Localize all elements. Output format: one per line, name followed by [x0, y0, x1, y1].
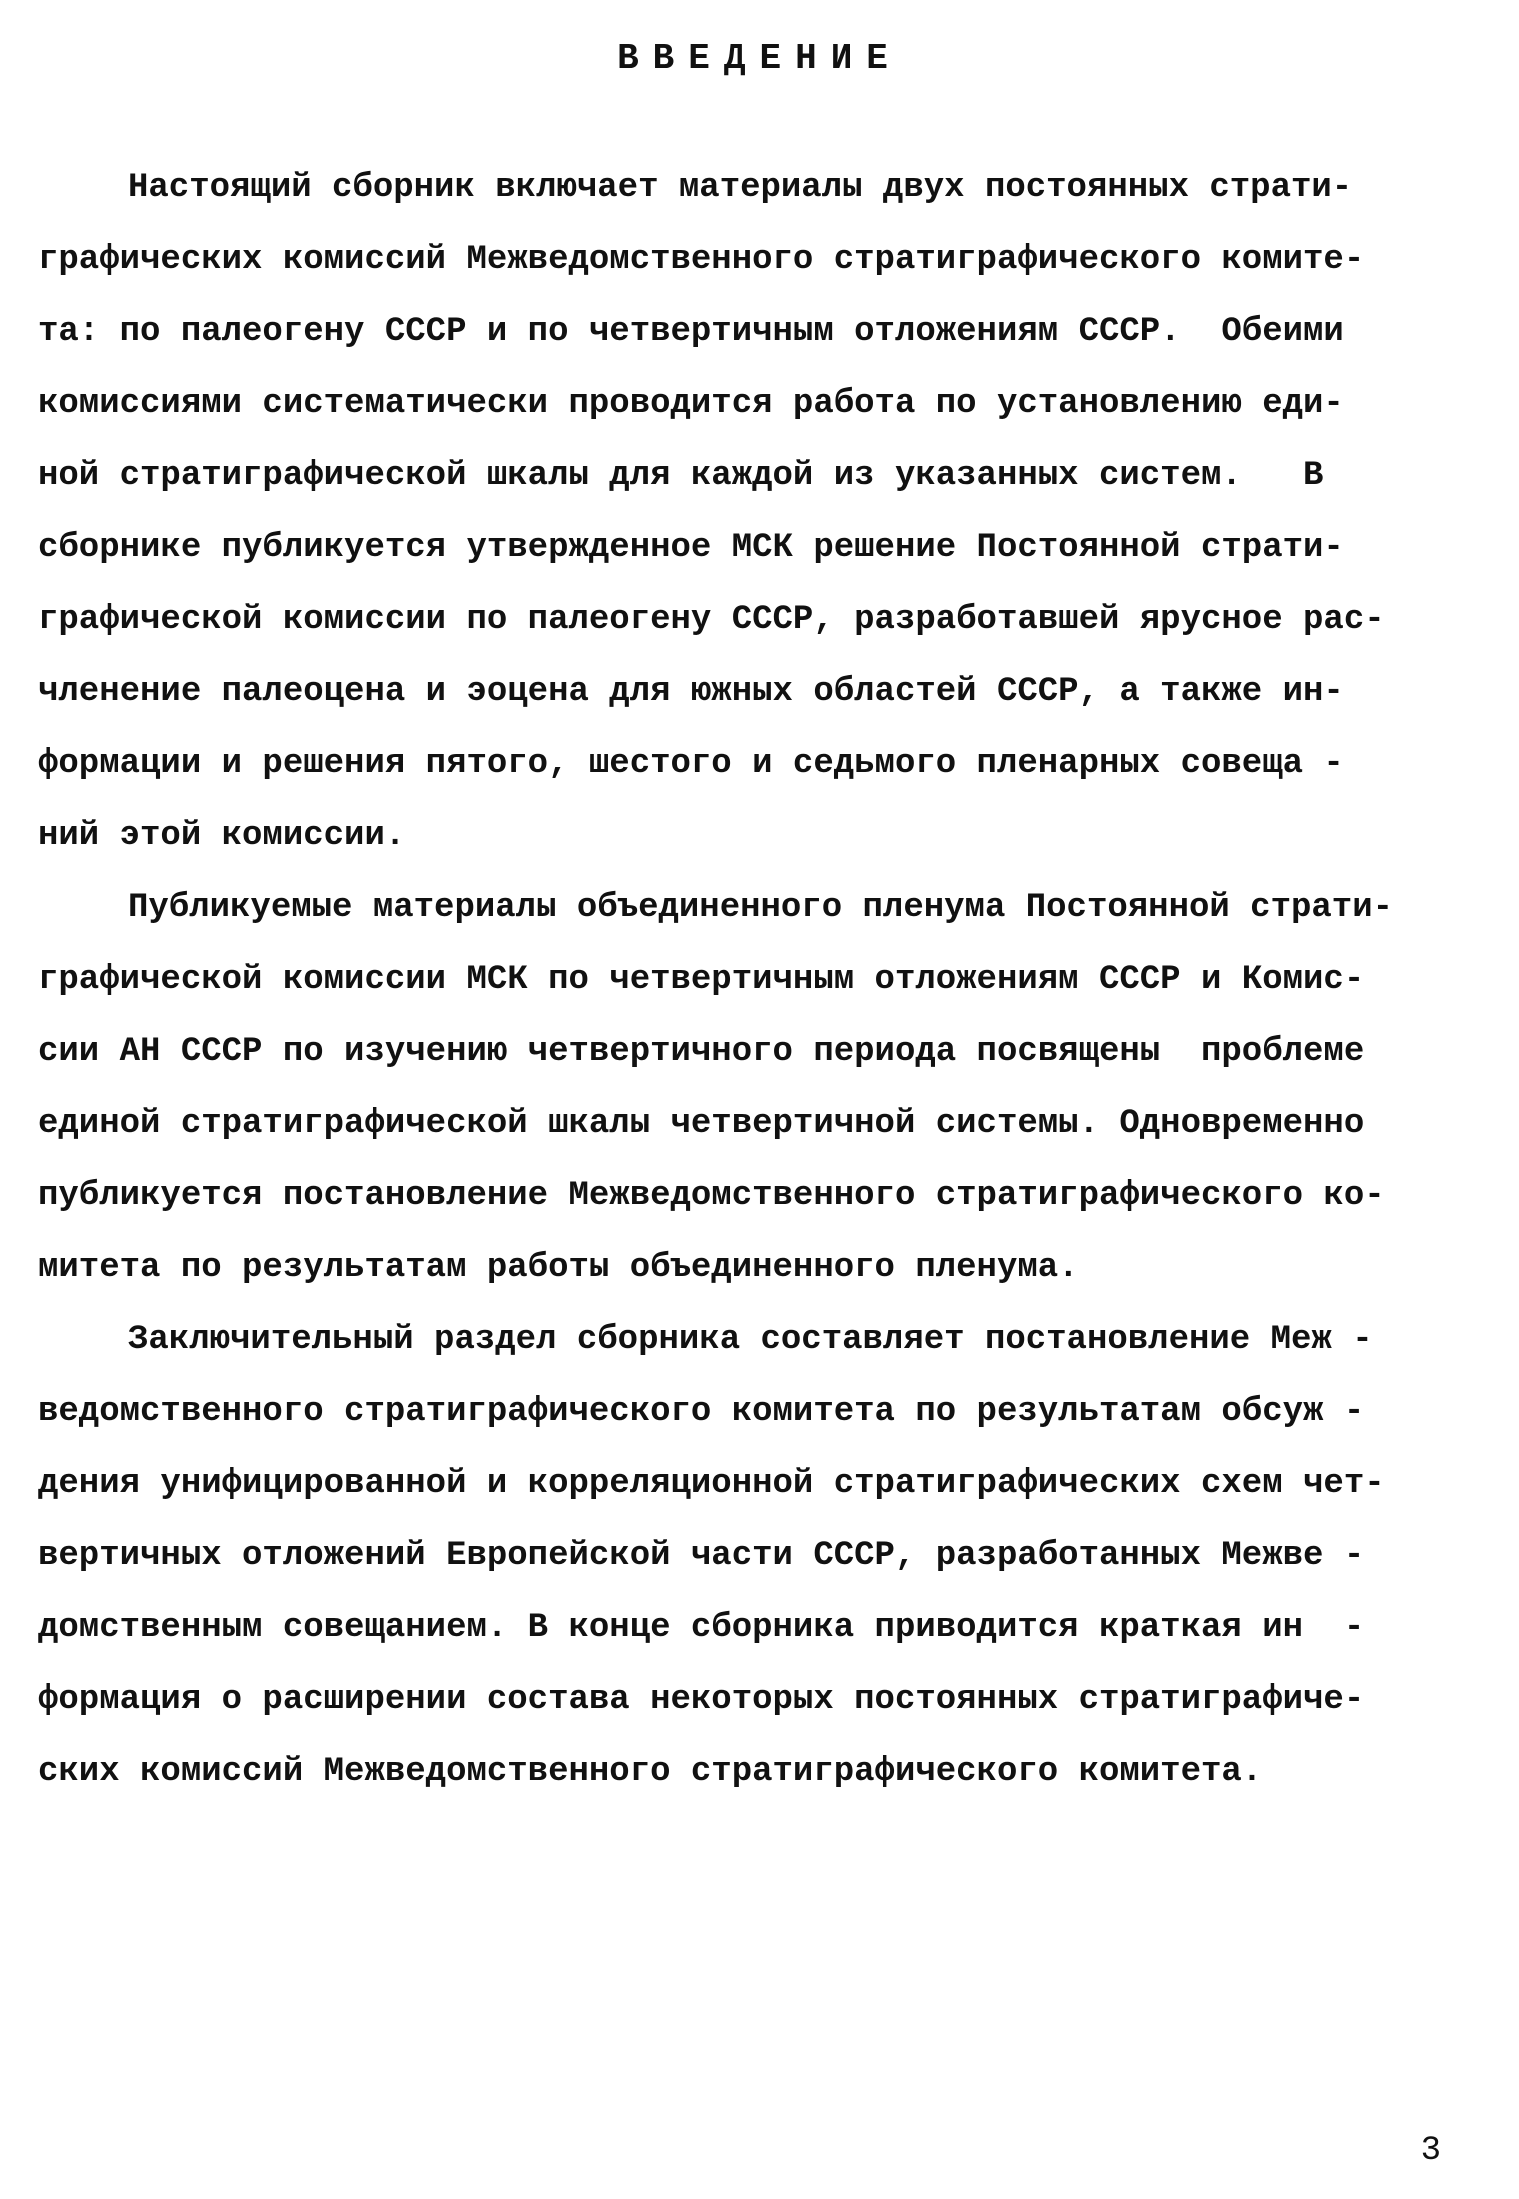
text-line: единой стратиграфической шкалы четвертичной системы. Одновременно	[38, 1105, 1365, 1143]
text-line: Заключительный раздел сборника составляет постановление Меж -	[128, 1321, 1373, 1359]
page-title: ВВЕДЕНИЕ	[617, 38, 902, 79]
text-line: ских комиссий Межведомственного стратиграфического комитета.	[38, 1753, 1263, 1791]
text-line: публикуется постановление Межведомственного стратиграфического ко-	[38, 1177, 1385, 1215]
text-line: формации и решения пятого, шестого и седьмого пленарных совеща -	[38, 745, 1344, 783]
text-line: та: по палеогену СССР и по четвертичным отложениям СССР. Обеими	[38, 313, 1344, 351]
text-line: графической комиссии по палеогену СССР, разработавшей ярусное рас-	[38, 601, 1385, 639]
text-line: митета по результатам работы объединенного пленума.	[38, 1249, 1079, 1287]
text-line: графической комиссии МСК по четвертичным отложениям СССР и Комис-	[38, 961, 1365, 999]
body-text	[38, 152, 1478, 1808]
text-line: Настоящий сборник включает материалы двух постоянных страти-	[128, 169, 1353, 207]
text-line: комиссиями систематически проводится работа по установлению еди-	[38, 385, 1344, 423]
text-line: графических комиссий Межведомственного стратиграфического комите-	[38, 241, 1365, 279]
text-line: членение палеоцена и эоцена для южных областей СССР, а также ин-	[38, 673, 1344, 711]
text-line: формация о расширении состава некоторых постоянных стратиграфиче-	[38, 1681, 1365, 1719]
page-number: 3	[1420, 2132, 1441, 2170]
text-line: сборнике публикуется утвержденное МСК решение Постоянной страти-	[38, 529, 1344, 567]
text-line: ведомственного стратиграфического комитета по результатам обсуж -	[38, 1393, 1365, 1431]
text-line: вертичных отложений Европейской части СССР, разработанных Межве -	[38, 1537, 1365, 1575]
text-line: ной стратиграфической шкалы для каждой из указанных систем. В	[38, 457, 1324, 495]
text-line: ний этой комиссии.	[38, 817, 406, 855]
text-line: домственным совещанием. В конце сборника приводится краткая ин -	[38, 1609, 1365, 1647]
text-line: Публикуемые материалы объединенного пленума Постоянной страти-	[128, 889, 1394, 927]
text-line: дения унифицированной и корреляционной стратиграфических схем чет-	[38, 1465, 1385, 1503]
text-line: сии АН СССР по изучению четвертичного периода посвящены проблеме	[38, 1033, 1365, 1071]
